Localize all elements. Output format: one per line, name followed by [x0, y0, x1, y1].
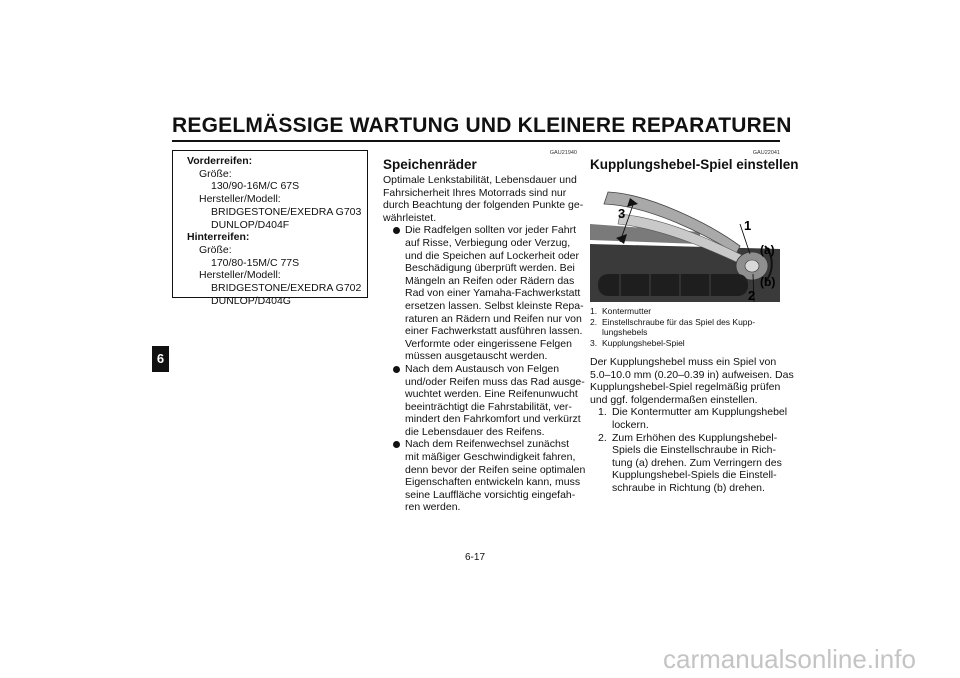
caption-line — [590, 338, 780, 349]
caption-number: 2. — [590, 316, 598, 327]
bullet-item — [383, 362, 585, 439]
bullet-list — [383, 224, 586, 514]
front-maker-label: Hersteller/Modell: — [199, 193, 281, 206]
text-line: und ggf. folgendermaßen einstellen. — [590, 393, 758, 406]
text-line: beeinträchtigt die Fahrstabilität, ver- — [405, 400, 572, 413]
clutch-lever-figure — [590, 174, 780, 302]
text-line: ren werden. — [405, 501, 461, 514]
caption-text: Einstellschraube für das Spiel des Kupp- — [602, 316, 756, 327]
caption-number: 3. — [590, 337, 598, 348]
rear-tire-heading: Hinterreifen: — [187, 231, 250, 244]
bullet-icon — [393, 441, 400, 448]
title-rule — [172, 140, 780, 142]
section-heading: Kupplungshebel-Spiel einstellen — [590, 157, 799, 172]
text-line: Die Kontermutter am Kupplungshebel — [612, 406, 788, 419]
text-line: währleistet. — [383, 211, 437, 224]
text-line: lockern. — [612, 418, 649, 431]
caption-line — [590, 327, 780, 338]
section-intro — [590, 356, 794, 406]
text-line: schraube in Richtung (b) drehen. — [612, 481, 765, 494]
step-item — [590, 406, 788, 431]
page-title: REGELMÄSSIGE WARTUNG UND KLEINERE REPARATUREN — [172, 114, 792, 137]
text-line: Optimale Lenkstabilität, Lebensdauer und — [383, 174, 577, 186]
text-line: mindert den Fahrkomfort und verkürzt — [405, 413, 581, 426]
text-line: 5.0–10.0 mm (0.20–0.39 in) aufweisen. Das — [590, 368, 794, 381]
rear-maker-label: Hersteller/Modell: — [199, 269, 281, 282]
front-size-label: Größe: — [199, 167, 232, 180]
text-line: wuchtet werden. Eine Reifenunwucht — [405, 388, 578, 401]
text-line: die Lebensdauer des Reifens. — [405, 425, 545, 438]
text-line: müssen ausgetauscht werden. — [405, 350, 548, 363]
rear-maker-1: BRIDGESTONE/EXEDRA G702 — [211, 282, 362, 295]
text-line: einer Fachwerkstatt ausführen lassen. — [405, 325, 583, 338]
text-line: Kupplungshebel-Spiel regelmäßig prüfen — [590, 381, 781, 394]
adjusting-screw-icon — [745, 260, 759, 272]
text-line: Spiels die Einstellschraube in Rich- — [612, 444, 776, 457]
section-code: GAU22041 — [752, 150, 780, 156]
front-maker-1: BRIDGESTONE/EXEDRA G703 — [211, 205, 362, 218]
text-line: Verformte oder eingerissene Felgen — [405, 337, 572, 350]
rear-size-value: 170/80-15M/C 77S — [211, 256, 300, 269]
text-line: auf Risse, Verbiegung oder Verzug, — [405, 236, 571, 249]
section-intro — [383, 174, 584, 224]
front-tire-heading: Vorderreifen: — [187, 155, 253, 167]
text-line: raturen an Rädern und Reifen nur von — [405, 312, 582, 325]
text-line: seine Lauffläche vorsichtig eingefah- — [405, 488, 576, 501]
text-line: Rad von einer Yamaha-Fachwerkstatt — [405, 287, 581, 300]
bullet-icon — [393, 366, 400, 373]
text-line: Mängeln an Reifen oder Rädern das — [405, 274, 575, 287]
clutch-lever-section — [590, 150, 799, 495]
figure-captions — [590, 306, 780, 348]
caption-number: 1. — [590, 306, 598, 316]
caption-line — [590, 317, 780, 328]
bullet-item — [383, 224, 584, 363]
bullet-icon — [393, 227, 400, 234]
text-line: Kupplungshebel-Spiels die Einstell- — [612, 469, 777, 482]
section-code: GAU21940 — [549, 150, 577, 156]
caption-text: lungshebels — [602, 327, 648, 337]
figure-label-3: 3 — [618, 206, 626, 221]
figure-label-a: (a) — [760, 243, 775, 257]
rear-size-label: Größe: — [199, 243, 232, 256]
text-line: und/oder Reifen muss das Rad ausge- — [405, 375, 585, 388]
bullet-item — [383, 438, 586, 514]
text-line: denn bevor der Reifen seine optimalen — [405, 463, 586, 476]
chapter-tab: 6 — [152, 346, 169, 372]
step-number: 1. — [598, 406, 607, 419]
text-line: Die Radfelgen sollten vor jeder Fahrt — [405, 224, 577, 237]
step-list — [590, 406, 788, 494]
text-line: durch Beachtung der folgenden Punkte ge- — [383, 199, 584, 212]
text-line: tung (a) drehen. Zum Verringern des — [612, 456, 782, 469]
front-maker-2: DUNLOP/D404F — [211, 218, 290, 231]
rear-maker-2: DUNLOP/D404G — [211, 294, 291, 307]
figure-label-1: 1 — [744, 218, 752, 233]
watermark: carmanualsonline.info — [663, 644, 916, 674]
text-line: Nach dem Austausch von Felgen — [405, 362, 560, 375]
tire-spec-box — [172, 150, 368, 307]
text-line: Zum Erhöhen des Kupplungshebel- — [612, 431, 778, 444]
caption-text: Kupplungshebel-Spiel — [602, 337, 685, 348]
figure-label-b: (b) — [760, 275, 776, 289]
text-line: Der Kupplungshebel muss ein Spiel von — [590, 356, 777, 368]
text-line: ersetzen lassen. Selbst kleinste Repa- — [405, 299, 584, 312]
text-line: und die Speichen auf Lockerheit oder — [405, 249, 579, 262]
text-line: mit mäßiger Geschwindigkeit fahren, — [405, 451, 576, 464]
section-heading: Speichenräder — [383, 157, 477, 172]
spoke-wheel-section — [383, 150, 586, 514]
caption-line — [590, 306, 780, 317]
text-line: Fahrsicherheit Ihres Motorrads sind nur — [383, 186, 567, 199]
step-item — [590, 432, 780, 495]
text-line: Beschädigung überprüft werden. Bei — [405, 262, 575, 275]
figure-label-2: 2 — [748, 288, 756, 302]
page-number: 6-17 — [465, 552, 486, 563]
text-line: Nach dem Reifenwechsel zunächst — [405, 438, 570, 451]
front-size-value: 130/90-16M/C 67S — [211, 180, 300, 193]
text-line: Eigenschaften entwickeln kann, muss — [405, 476, 581, 489]
caption-text: Kontermutter — [602, 306, 652, 316]
step-number: 2. — [598, 431, 607, 444]
